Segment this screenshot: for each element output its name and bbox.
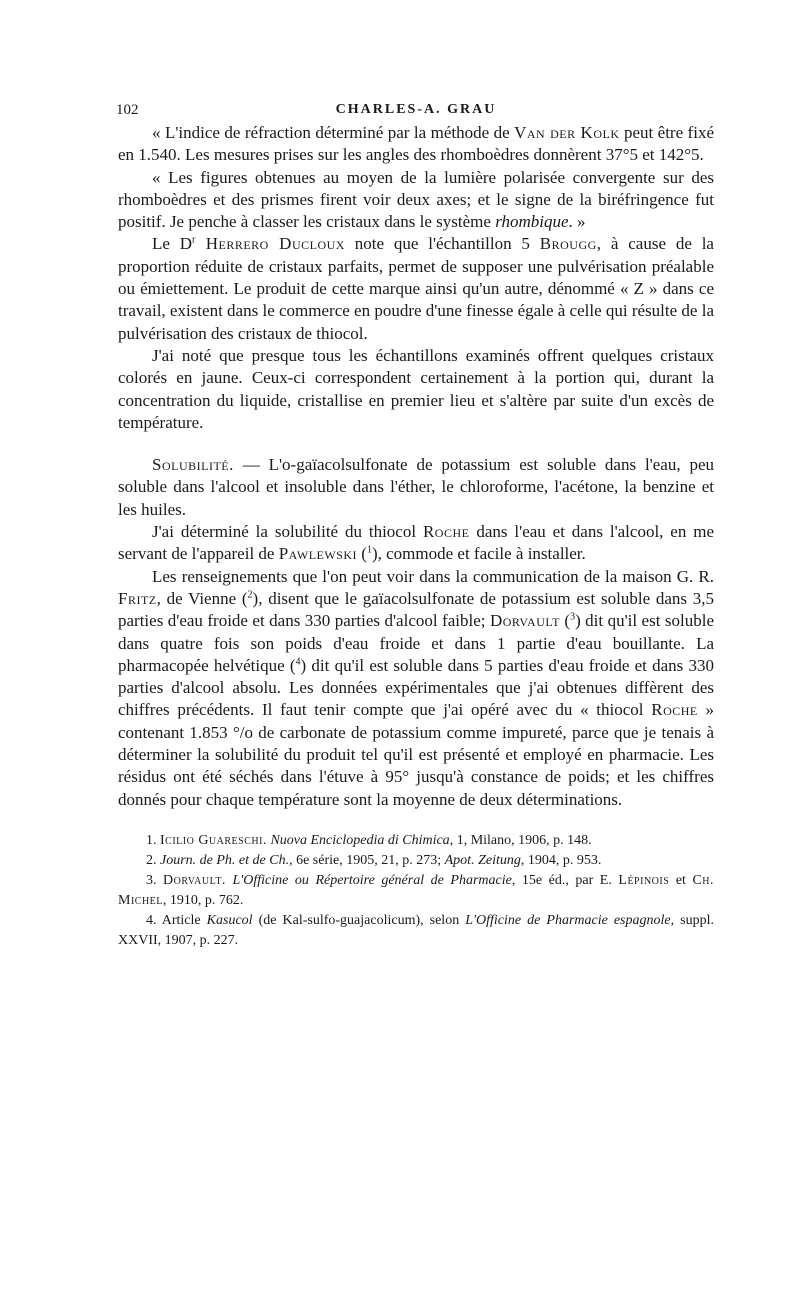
paragraph-polarised-light: « Les figures obtenues au moyen de la lumière polarisée convergente sur des rhomboèdres et des prismes firent voir deux axes; et le signe de la biréfringence fut positif. Je penche à classer les cristaux dans le système rhombique. » xyxy=(118,167,714,232)
paragraph-herrero-ducloux: Le $D^r$ Herrero Ducloux note que l'échantillon 5 Brougg, à cause de la proportion réduite de cristaux parfaits, permet de supposer une pulvérisation préalable ou émiettement. Le produit de cette marque ainsi qu'un autre, dénommé « Z » dans ce travail, existent dans le commerce en poudre d'une finesse égale à celle qui résulte de la pulvérisation des cristaux de thiocol. xyxy=(118,234,714,343)
footnote-1: 1. Icilio Guareschi. Nuova Enciclopedia di Chimica, 1, Milano, 1906, p. 148. xyxy=(146,832,592,848)
footnote-4: 4. Article Kasucol (de Kal-sulfo-guajacolicum), selon L'Officine de Pharmacie espagnole, suppl. XXVII, 1907, p. 227. xyxy=(118,912,714,948)
footnotes xyxy=(118,831,714,951)
paragraph-colored-crystals: J'ai noté que presque tous les échantillons examinés offrent quelques cristaux colorés en jaune. Ceux-ci correspondent certainement à la portion qui, durant la concentration du liquide, cristallise en premier lieu et s'altère par suite d'un excès de température. xyxy=(118,345,714,432)
footnote-3: 3. Dorvault. L'Officine ou Répertoire général de Pharmacie, 15e éd., par E. Lépinois et Ch. Michel, 1910, p. 762. xyxy=(118,872,715,908)
paragraph-literature-data: Les renseignements que l'on peut voir dans la communication de la maison G. R. Fritz, de Vienne ($^2$), disent que le gaïacolsulfonate de potassium est soluble dans 3,5 parties d'eau froide et dans 330 parties d'alcool faible; Dorvault ($^3$) dit qu'il est soluble dans quatre fois son poids d'eau froide et dans 1 partie d'eau bouillante. La pharmacopée helvétique ($^4$) dit qu'il est soluble dans 5 parties d'eau froide et dans 330 parties d'alcool absolu. Les données expérimentales que j'ai obtenues diffèrent des chiffres précédents. Il faut tenir compte que j'ai opéré avec du « thiocol Roche » contenant 1.853 °/o de carbonate de potassium comme impureté, parce que je tenais à déterminer la solubilité du produit tel qu'il est présenté et employé en pharmacie. Les résidus ont été séchés dans l'étuve à 95° jusqu'à constance de poids; et les chiffres donnés pour chaque température sont la moyenne de deux déterminations. xyxy=(118,566,714,809)
page-number: 102 xyxy=(116,102,139,118)
page xyxy=(118,100,714,951)
paragraph-refraction: « L'indice de réfraction déterminé par la méthode de Van der Kolk peut être fixé en 1.540. Les mesures prises sur les angles des rhomboèdres donnèrent 37°5 et 142°5. xyxy=(118,123,714,165)
section-heading: Solubilité. xyxy=(152,455,234,475)
paragraph-method: J'ai déterminé la solubilité du thiocol Roche dans l'eau et dans l'alcool, en me servant de l'appareil de Pawlewski ($^1$), commode et facile à installer. xyxy=(118,522,714,564)
footnote-2: 2. Journ. de Ph. et de Ch., 6e série, 1905, 21, p. 273; Apot. Zeitung, 1904, p. 953. xyxy=(146,852,602,868)
page-header xyxy=(118,100,714,122)
paragraph-solubility: Solubilité. — L'o-gaïacolsulfonate de potassium est soluble dans l'eau, peu soluble dans l'alcool et insoluble dans l'éther, le chloroforme, l'acétone, la benzine et les huiles. xyxy=(118,455,714,519)
running-head: CHARLES-A. GRAU xyxy=(335,102,497,117)
